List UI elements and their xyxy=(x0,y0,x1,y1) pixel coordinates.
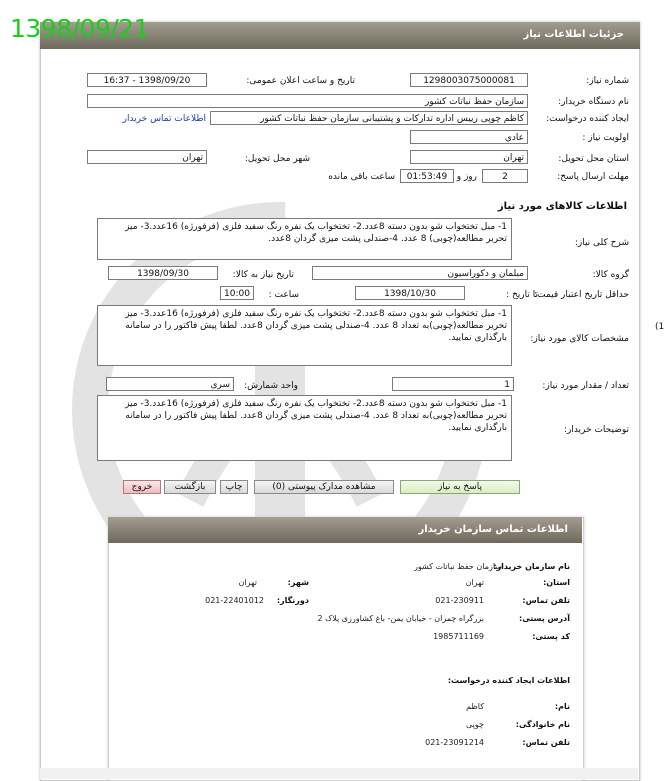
contact-city-label: شهر: xyxy=(287,578,309,587)
validity-time-field: 10:00 xyxy=(220,286,254,300)
buyer-org-label: نام دستگاه خریدار: xyxy=(558,97,629,107)
side-marker: (1 xyxy=(655,322,665,332)
city-label: شهر محل تحویل: xyxy=(244,154,310,164)
contact-province-value: تهران xyxy=(465,578,484,587)
need-date-field: 1398/09/30 xyxy=(108,266,218,280)
announce-field: 1398/09/20 - 16:37 xyxy=(87,73,207,87)
print-button[interactable]: چاپ xyxy=(220,480,248,494)
goods-section-title: اطلاعات کالاهای مورد نیاز xyxy=(497,201,627,212)
contact-postal-value: 1985711169 xyxy=(433,632,484,641)
creator-family-label: نام خانوادگی: xyxy=(515,720,570,729)
contact-postal-label: کد پستی: xyxy=(532,632,570,641)
reply-button[interactable]: پاسخ به نیاز xyxy=(400,480,520,494)
need-date-label: تاریخ نیاز به کالا: xyxy=(232,270,294,280)
validity-date-field: 1398/10/30 xyxy=(355,286,465,300)
until-label: تا تاریخ : xyxy=(506,290,538,300)
group-label: گروه کالا: xyxy=(592,270,629,280)
contact-province-label: استان: xyxy=(543,578,570,587)
remaining-label: ساعت باقی مانده xyxy=(328,172,395,182)
creator-label: ایجاد کننده درخواست: xyxy=(546,114,629,124)
city-field: تهران xyxy=(87,150,207,164)
buyer-contact-link[interactable]: اطلاعات تماس خریدار xyxy=(122,114,206,124)
need-number-label: شماره نیاز: xyxy=(586,76,629,86)
validity-hour-label: ساعت : xyxy=(268,290,299,300)
buyer-org-field: سازمان حفظ نباتات کشور xyxy=(87,94,528,108)
contact-address-label: آدرس پستی: xyxy=(519,614,570,623)
priority-field: عادي xyxy=(410,130,528,144)
general-desc-label: شرح کلی نیاز: xyxy=(574,238,629,248)
priority-label: اولویت نیاز : xyxy=(582,133,629,143)
contact-org-label: نام سازمان خریدار: xyxy=(493,562,570,571)
creator-info-title: اطلاعات ایجاد کننده درخواست: xyxy=(447,676,570,685)
unit-field: سری xyxy=(106,377,234,391)
contact-fax-value: 021-22401012 xyxy=(205,596,264,605)
deadline-label: مهلت ارسال پاسخ: xyxy=(557,172,629,182)
general-desc-field: 1- مبل تختخواب شو بدون دسته 8عدد.2- تختخواب یک نفره رنگ سفید فلزی (فرفورژه) 16عدد.3- میز تحریر مطالعه(چوبی) 8 عدد. 4-صندلی پشت میزی گردان 8عدد. xyxy=(97,218,512,260)
panel-footer xyxy=(40,768,638,779)
contact-title: اطلاعات تماس سازمان خریدار xyxy=(418,524,568,535)
days-unit: روز و xyxy=(456,172,477,182)
page-title: جزئیات اطلاعات نیاز xyxy=(523,29,624,40)
unit-label: واحد شمارش: xyxy=(244,381,298,391)
creator-phone-value: 021-23091214 xyxy=(425,738,484,747)
contact-phone-value: 021-230911 xyxy=(435,596,484,605)
contact-city-value: تهران xyxy=(238,578,257,587)
notes-label: توضیحات خریدار: xyxy=(563,425,629,435)
contact-fax-label: دورنگار: xyxy=(276,596,309,605)
time-field: 01:53:49 xyxy=(400,169,454,183)
exit-button[interactable]: خروج xyxy=(123,480,161,494)
announce-label: تاریخ و ساعت اعلان عمومی: xyxy=(246,76,355,86)
group-field: مبلمان و دکوراسیون xyxy=(312,266,528,280)
qty-label: تعداد / مقدار مورد نیاز: xyxy=(542,381,629,391)
province-label: استان محل تحویل: xyxy=(558,154,629,164)
back-button[interactable]: بازگشت xyxy=(164,480,216,494)
date-stamp: 1398/09/21 xyxy=(10,14,150,43)
creator-name-label: نام: xyxy=(554,702,570,711)
validity-label: حداقل تاریخ اعتبار قیمت: xyxy=(534,290,629,300)
notes-field: 1- مبل تختخواب شو بدون دسته 8عدد.2- تختخواب یک نفره رنگ سفید فلزی (فرفورژه) 16عدد.3- میز تحریر مطالعه(چوبی)به تعداد 8 عدد. 4-صندلی پشت میزی گردان 8عدد. لطفا پیش فاکتور را در سامانه بارگذاری نمایید. xyxy=(97,395,512,461)
spec-field: 1- مبل تختخواب شو بدون دسته 8عدد.2- تختخواب یک نفره رنگ سفید فلزی (فرفورژه) 16عدد.3- میز تحریر مطالعه(چوبی)به تعداد 8 عدد. 4-صندلی پشت میزی گردان 8عدد. لطفا پیش فاکتور را در سامانه بارگذاری نمایید. xyxy=(97,305,512,366)
need-number-field: 1298003075000081 xyxy=(410,73,528,87)
contact-org-value: سازمان حفظ نباتات کشور xyxy=(413,562,502,571)
creator-phone-label: تلفن تماس: xyxy=(522,738,570,747)
qty-field: 1 xyxy=(392,377,514,391)
contact-address-value: بزرگراه چمران - خیابان یمن- باغ کشاورزی پلاک 2 xyxy=(317,614,484,623)
creator-name-value: کاظم xyxy=(466,702,484,711)
creator-field: کاظم چوپی رییس اداره تدارکات و پشتیبانی سازمان حفظ نباتات کشور xyxy=(210,111,528,125)
province-field: تهران xyxy=(410,150,528,164)
attachments-button[interactable]: مشاهده مدارک پیوستی (0) xyxy=(254,480,394,494)
creator-family-value: چوپی xyxy=(466,720,484,729)
buyer-contact-panel xyxy=(108,517,584,781)
spec-label: مشخصات کالای مورد نیاز: xyxy=(530,334,629,344)
contact-phone-label: تلفن تماس: xyxy=(522,596,570,605)
contact-titlebar xyxy=(108,517,582,543)
days-field: 2 xyxy=(482,169,528,183)
